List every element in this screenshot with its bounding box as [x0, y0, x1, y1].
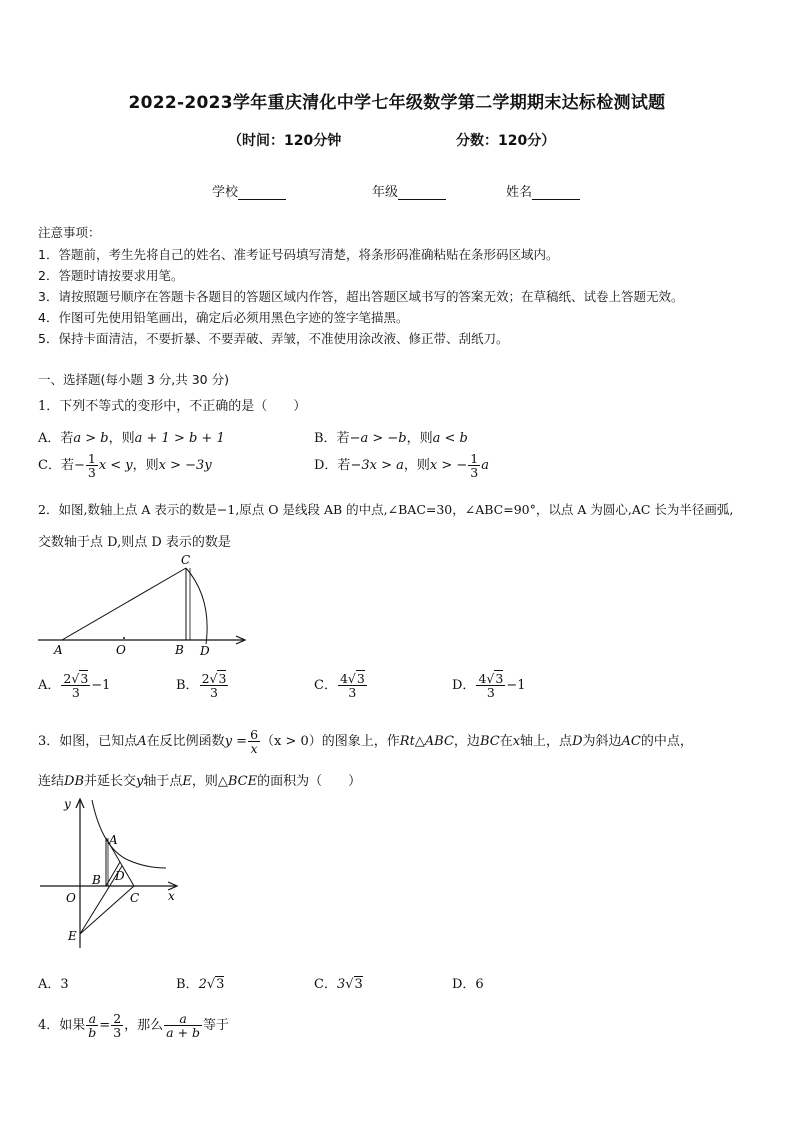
math-expr: −3x > a: [350, 458, 404, 474]
math-expr: a + 1 > b + 1: [134, 431, 225, 446]
label-O: O: [66, 891, 76, 905]
name-field[interactable]: [506, 181, 580, 200]
option-label: B．: [176, 977, 199, 992]
option-label: C．: [314, 977, 337, 992]
note-item: 2．答题时请按要求用笔。: [38, 268, 184, 283]
label-x: x: [168, 889, 175, 903]
label-O: O: [116, 643, 126, 657]
option-label: A．: [38, 678, 61, 694]
q1-option-a[interactable]: [38, 427, 225, 446]
note-item: 5．保持卡面清洁，不要折暴、不要弄破、弄皱，不准使用涂改液、修正带、刮纸刀。: [38, 331, 509, 346]
school-field[interactable]: [212, 181, 286, 200]
fraction: $\frac{4√3}{3}$: [478, 671, 504, 701]
paper-title: 2022-2023学年重庆清化中学七年级数学第二学期期末达标检测试题: [128, 93, 666, 113]
q3-stem-line1: 3．如图，已知点A在反比例函数y = $\frac{6}{x}$ （x > 0）的图象上，作Rt△ABC，边BC在x轴上，点D为斜边AC的中点，: [38, 727, 693, 757]
option-label: D．: [452, 678, 476, 694]
name-label: 姓名: [506, 185, 533, 200]
option-text: ，则: [132, 458, 159, 474]
math-expr: 3: [216, 977, 225, 992]
option-label: A．若: [38, 431, 74, 446]
grade-field[interactable]: [372, 181, 446, 200]
math-expr: −1: [91, 678, 111, 694]
label-A: A: [109, 833, 118, 847]
q1-stem: 1．下列不等式的变形中，不正确的是（ ）: [38, 399, 307, 414]
fraction: $\frac{4√3}{3}$: [339, 671, 365, 701]
math-expr: x > −3y: [158, 458, 212, 474]
time-limit: （时间：120分钟: [228, 133, 342, 149]
school-label: 学校: [212, 185, 239, 200]
q3-option-b[interactable]: B．2√3: [176, 977, 225, 992]
q3-coordinate-figure: [36, 794, 186, 954]
total-score: 分数：120分）: [456, 133, 556, 149]
fraction: $\frac{2√3}{3}$: [201, 671, 227, 701]
label-C: C: [130, 891, 140, 905]
option-label: B．若: [314, 431, 350, 446]
option-text: ，则: [403, 458, 430, 474]
option-label: D．若: [314, 458, 351, 474]
math-expr: x < y: [98, 458, 133, 474]
grade-label: 年级: [372, 185, 399, 200]
segment-AC: [62, 568, 186, 640]
note-item: 1．答题前，考生先将自己的姓名、准考证号码填写清楚，将条形码准确粘贴在条形码区域内。: [38, 247, 559, 262]
q4-stem: 4．如果 $\frac{a}{b}$ = $\frac{2}{3}$ ，那么 $\frac{a}{a + b}$ 等于: [38, 1011, 230, 1041]
name-blank[interactable]: [532, 185, 580, 200]
math-expr: −1: [506, 678, 526, 694]
fraction: $\frac{2√3}{3}$: [63, 671, 89, 701]
label-y: y: [64, 797, 71, 811]
q3-option-a[interactable]: A．3: [38, 977, 69, 992]
q2-stem-line1: 2．如图,数轴上点 A 表示的数是−1,原点 O 是线段 AB 的中点,∠BAC=30，∠ABC=90°，以点 A 为圆心,AC 长为半径画弧,: [38, 502, 734, 517]
notes-heading: 注意事项：: [38, 225, 101, 240]
q2-option-c[interactable]: [314, 672, 368, 699]
math-expr: 3: [336, 977, 346, 992]
math-expr: x > −: [429, 458, 468, 474]
note-item: 3．请按照题号顺序在答题卡各题目的答题区域内作答，超出答题区域书写的答案无效；在草稿纸、试卷上答题无效。: [38, 289, 684, 304]
note-item: 4．作图可先使用铅笔画出，确定后必须用黑色字迹的签字笔描黑。: [38, 310, 409, 325]
math-expr: a < b: [432, 431, 468, 446]
math-expr: a > b: [73, 431, 109, 446]
hyperbola-curve: [92, 800, 166, 868]
q2-option-b[interactable]: [176, 672, 229, 699]
option-label: C．若: [38, 458, 74, 474]
label-D: D: [200, 644, 210, 658]
section-heading: 一、选择题(每小题 3 分,共 30 分): [38, 372, 229, 387]
math-expr: a: [481, 458, 489, 474]
fraction: $\frac{1}{3}$: [470, 451, 479, 481]
option-text: ，则: [108, 431, 135, 446]
label-E: E: [68, 929, 77, 943]
q3-option-d[interactable]: D．6: [452, 977, 484, 992]
option-label: C．: [314, 678, 337, 694]
arc-CD: [186, 568, 207, 644]
q2-stem-line2: 交数轴于点 D,则点 D 表示的数是: [38, 535, 231, 550]
option-label: B．: [176, 678, 199, 694]
q1-option-c[interactable]: [38, 452, 212, 479]
school-blank[interactable]: [238, 185, 286, 200]
label-B: B: [175, 643, 184, 657]
q2-number-line-figure: [30, 552, 260, 662]
q3-stem-line2: 连结DB并延长交y轴于点E，则△BCE的面积为（ ）: [38, 774, 362, 789]
math-expr: 3: [354, 977, 363, 992]
math-expr: −: [73, 458, 85, 474]
point-O-dot: [123, 637, 125, 639]
q2-option-a[interactable]: [38, 672, 110, 699]
segment-EC: [80, 886, 134, 934]
option-text: ，则: [406, 431, 433, 446]
math-expr: 2: [198, 977, 207, 992]
label-B: B: [92, 873, 101, 887]
q1-option-d[interactable]: [314, 452, 489, 479]
q1-option-b[interactable]: [314, 427, 468, 446]
label-C: C: [181, 553, 191, 567]
label-D: D: [115, 869, 125, 883]
q3-option-c[interactable]: C．3√3: [314, 977, 363, 992]
grade-blank[interactable]: [398, 185, 446, 200]
math-expr: −a > −b: [349, 431, 407, 446]
label-A: A: [54, 643, 63, 657]
q2-option-d[interactable]: [452, 672, 525, 699]
fraction: $\frac{1}{3}$: [87, 451, 96, 481]
